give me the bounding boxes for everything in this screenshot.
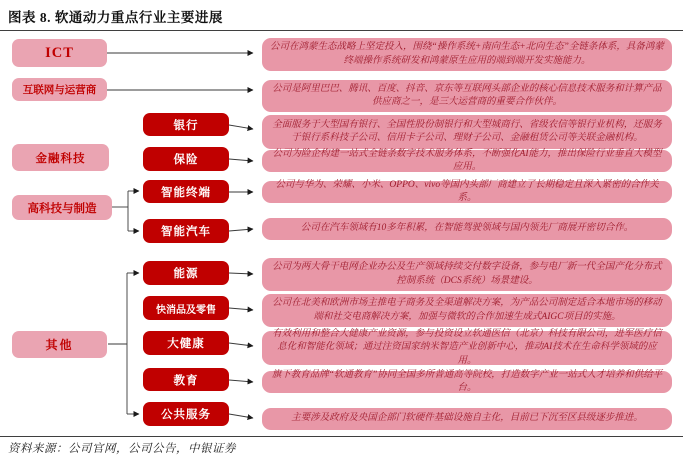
desc-box-ict: 公司在鸿蒙生态战略上坚定投入，围绕“操作系统+南向生态+北向生态”全链条体系，具备鸿蒙终端操作系统研发和鸿蒙原生应用的端到端开发实施能力。 bbox=[262, 38, 672, 71]
category-box-ict: ICT bbox=[12, 39, 107, 67]
desc-box-insurance: 公司为险企构建一站式全链条数字技术服务体系，不断强化AI能力，推出保险行业垂直大模型应用。 bbox=[262, 150, 672, 172]
sub-box-public-service: 公共服务 bbox=[143, 402, 229, 426]
footer-divider bbox=[0, 436, 683, 437]
desc-box-fmcg-retail: 公司在北美和欧洲市场主推电子商务及全渠道解决方案，为产品公司制定适合本地市场的移动端和社交电商解决方案，加强与微软的合作加速生成式AIGC项目的实施。 bbox=[262, 294, 672, 327]
desc-box-smart-car: 公司在汽车领域有10多年积累，在智能驾驶领域与国内领先厂商展开密切合作。 bbox=[262, 218, 672, 240]
desc-box-energy: 公司为两大骨干电网企业办公及生产领域持续交付数字设备，参与电厂新一代全国产化分布式控制系统（DCS系统）场景建设。 bbox=[262, 258, 672, 291]
desc-box-internet-operators: 公司是阿里巴巴、腾讯、百度、抖音、京东等互联网头部企业的核心信息技术服务和计算产品供应商之一，是三大运营商的重要合作伙伴。 bbox=[262, 80, 672, 112]
desc-box-smart-terminal: 公司与华为、荣耀、小米、OPPO、vivo等国内头部厂商建立了长期稳定且深入紧密的合作关系。 bbox=[262, 181, 672, 203]
source-note: 资料来源：公司官网，公司公告，中银证券 bbox=[8, 443, 236, 455]
sub-box-bank: 银行 bbox=[143, 113, 229, 136]
desc-box-public-service: 主要涉及政府及央国企部门软硬件基础设施自主化，目前已下沉至区县级逐步推进。 bbox=[262, 408, 672, 430]
sub-box-insurance: 保险 bbox=[143, 147, 229, 171]
category-box-internet-operators: 互联网与运营商 bbox=[12, 78, 107, 101]
sub-box-smart-car: 智能汽车 bbox=[143, 219, 229, 243]
sub-box-education: 教育 bbox=[143, 368, 229, 391]
desc-box-healthcare: 有效利用和整合大健康产业资源，参与投资设立软通医信（北京）科技有限公司，进军医疗信息化和智能化领域；通过注资国家纳米智造产业创新中心，推动AI技术在生命科学领域的应用。 bbox=[262, 331, 672, 365]
desc-box-education: 旗下教育品牌“软通教育”协同全国多所普通高等院校，打造数字产业一站式人才培养和供给平台。 bbox=[262, 371, 672, 393]
category-box-hightech-manufacturing: 高科技与制造 bbox=[12, 195, 112, 220]
sub-box-healthcare: 大健康 bbox=[143, 331, 229, 355]
sub-box-smart-terminal: 智能终端 bbox=[143, 180, 229, 203]
figure-title: 图表 8. 软通动力重点行业主要进展 bbox=[8, 10, 223, 25]
sub-box-energy: 能源 bbox=[143, 261, 229, 285]
desc-box-bank: 全面服务于大型国有银行、全国性股份制银行和大型城商行、省级农信等银行业机构，还服务于银行系科技子公司、信用卡子公司、理财子公司、金融租赁公司等关联金融机构。 bbox=[262, 115, 672, 149]
category-box-fintech: 金融科技 bbox=[12, 144, 109, 171]
category-box-others: 其他 bbox=[12, 331, 107, 358]
title-divider bbox=[0, 30, 683, 31]
sub-box-fmcg-retail: 快消品及零售 bbox=[143, 296, 229, 320]
